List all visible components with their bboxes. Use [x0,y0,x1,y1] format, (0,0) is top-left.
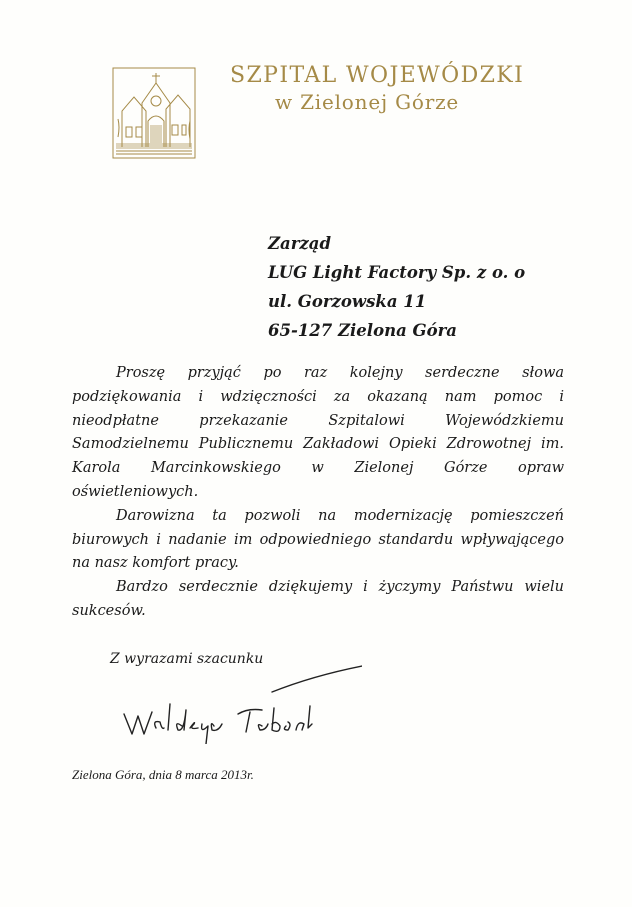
signature-icon [122,664,362,744]
recipient-line: LUG Light Factory Sp. z o. o [268,263,526,282]
hospital-name-line1: SZPITAL WOJEWÓDZKI [230,63,525,88]
hospital-building-icon [112,67,196,159]
body-paragraph: Proszę przyjąć po raz kolejny serdeczne słowa podziękowania i wdzięczności za okazaną nam pomoc i nieodpłatne przekazanie Szpitalowi Wojewódzkiemu Samodzielnemu Publicznemu Zakładowi Opieki Zdrowotnej im. Karola Marcinkowskiego w Zielonej Górze opraw oświetleniowych. [72,365,564,500]
recipient-line: ul. Gorzowska 11 [268,292,427,311]
letter-body [72,362,564,624]
closing-greeting: Z wyrazami szacunku [110,651,264,667]
recipient-address [268,229,525,345]
recipient-line: 65-127 Zielona Góra [268,321,457,340]
hospital-name-line2: w Zielonej Górze [275,90,460,114]
body-paragraph: Darowizna ta pozwoli na modernizację pomieszczeń biurowych i nadanie im odpowiedniego standardu wpływającego na nasz komfort pracy. [72,507,564,572]
hospital-name [230,62,524,114]
body-paragraph: Bardzo serdecznie dziękujemy i życzymy Państwu wielu sukcesów. [72,579,564,619]
place-and-date: Zielona Góra, dnia 8 marca 2013r. [72,767,254,782]
recipient-line: Zarząd [268,234,332,253]
